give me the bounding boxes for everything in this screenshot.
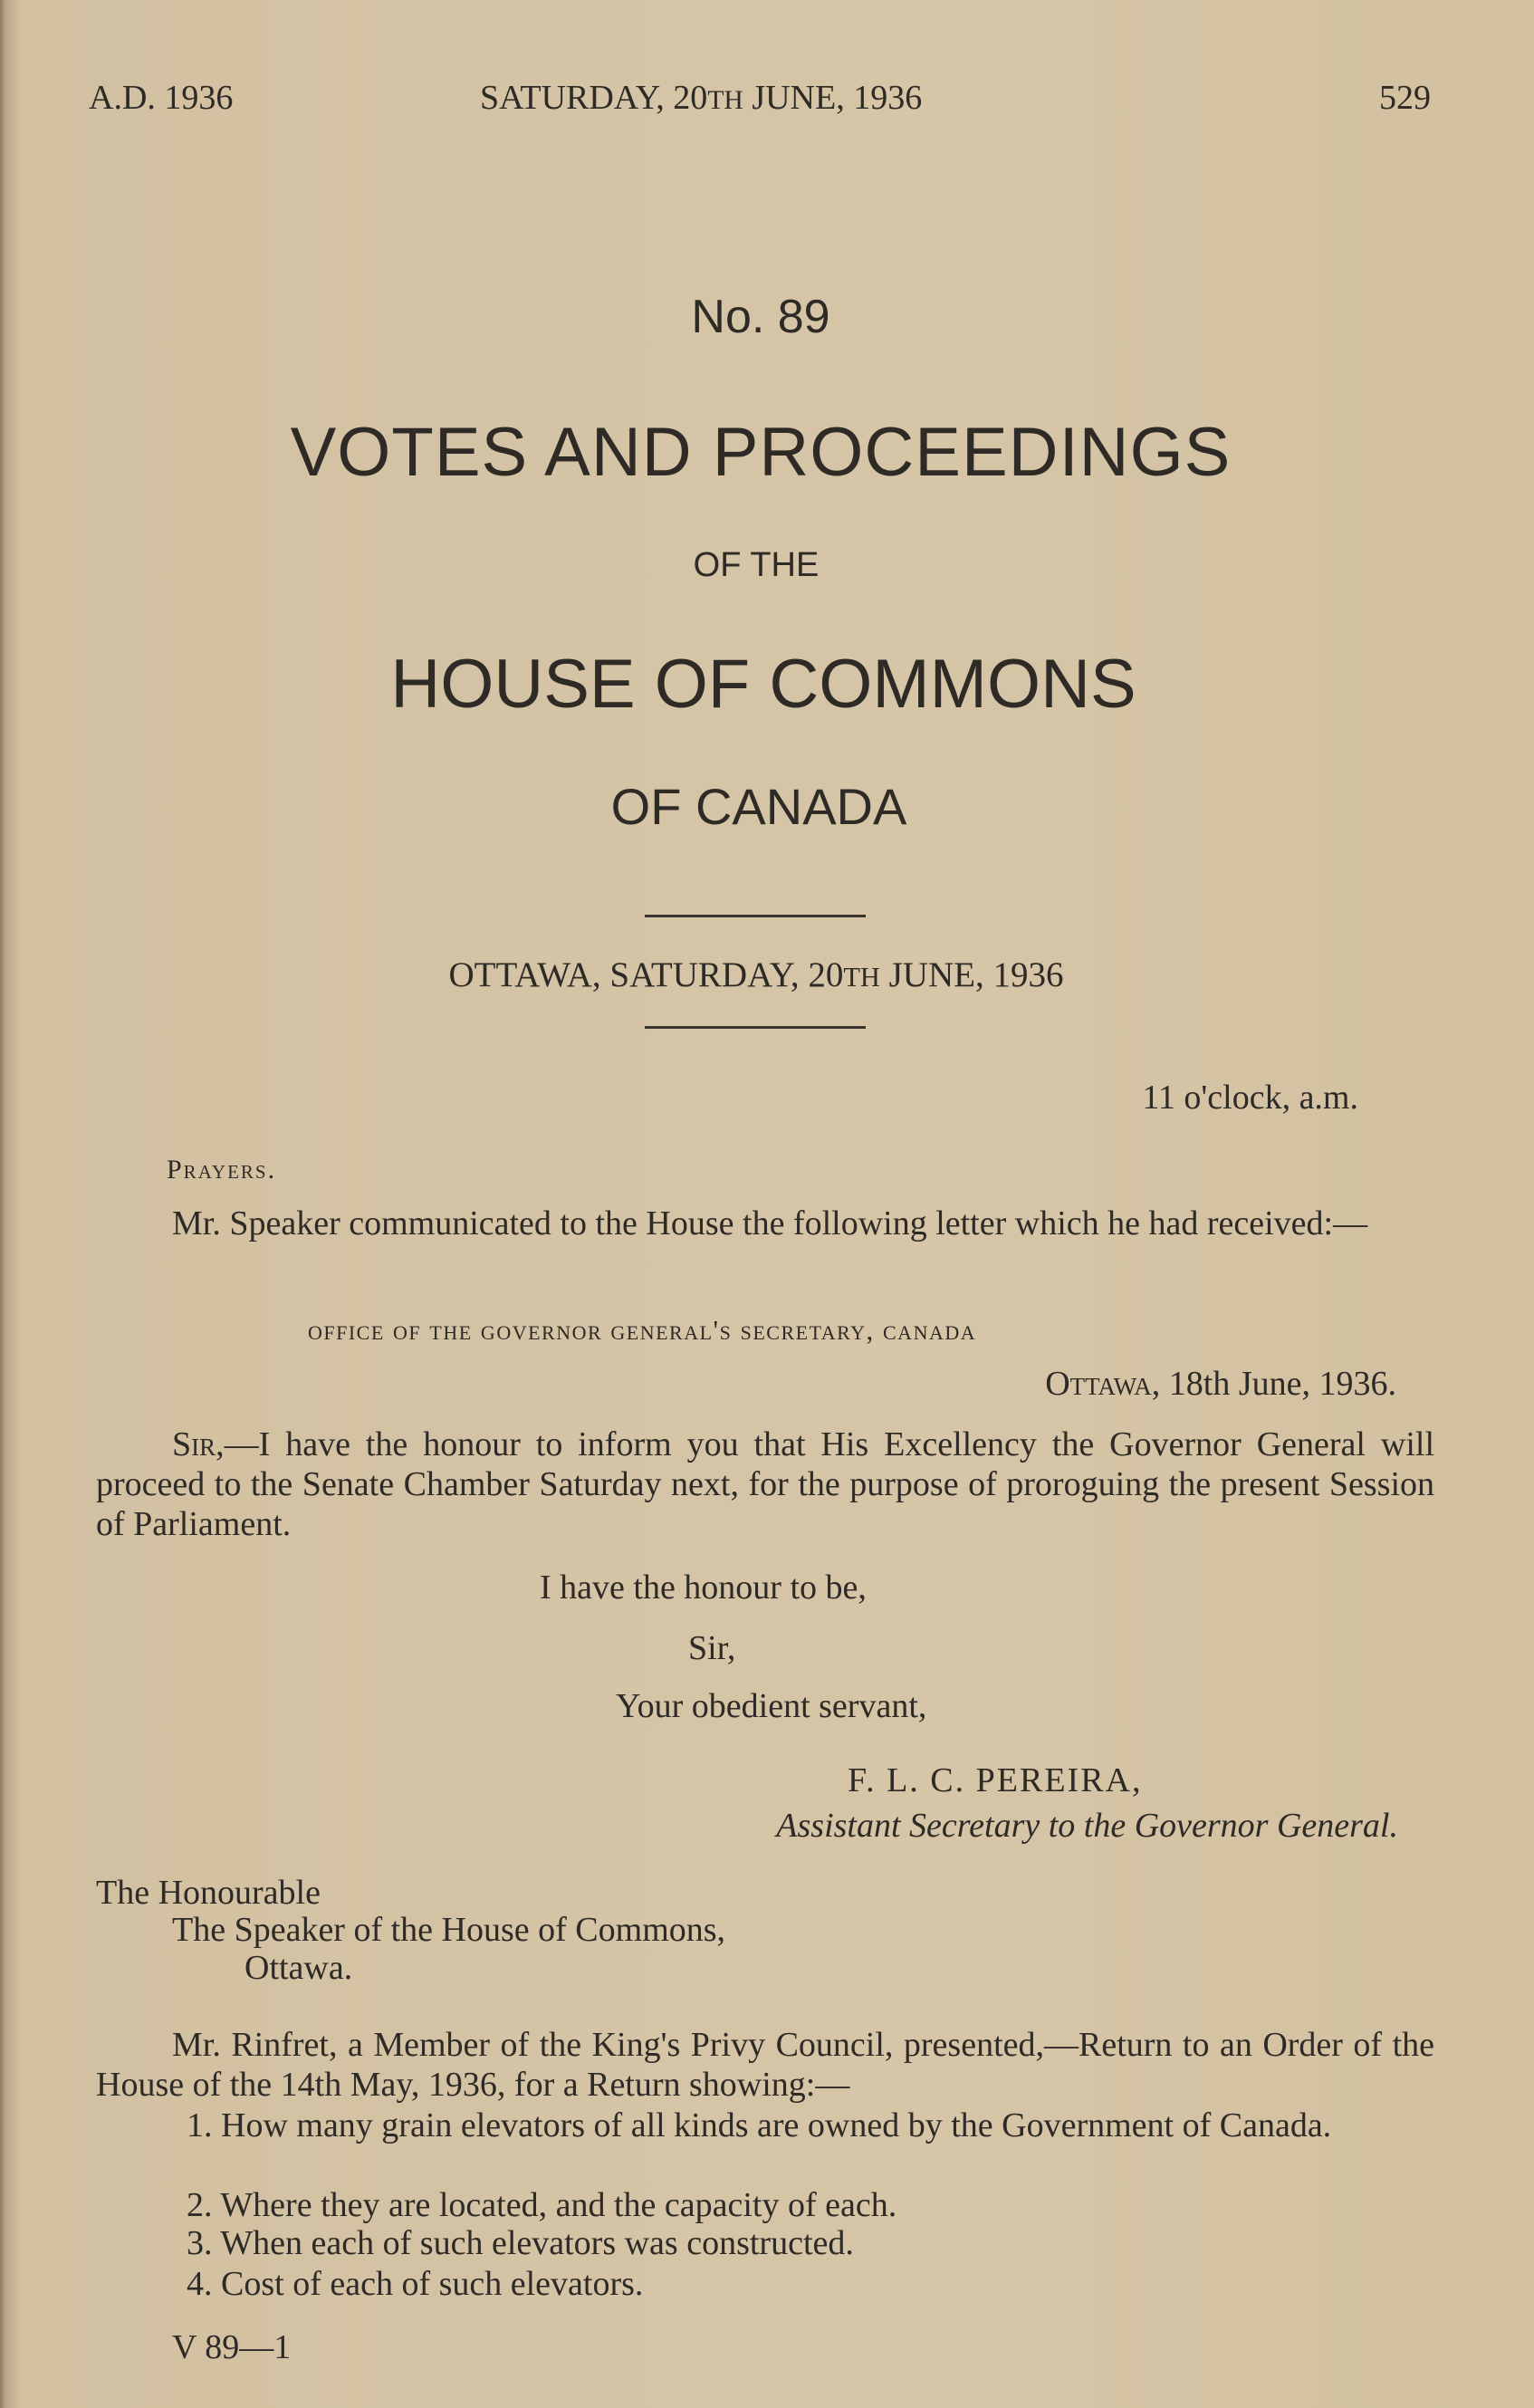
dateline-rest: JUNE, 1936: [879, 955, 1064, 994]
footer-signature-mark: V 89—1: [172, 2328, 292, 2366]
dateline-suffix: TH: [843, 962, 880, 993]
speaker-letter-intro: Mr. Speaker communicated to the House the following letter which he had received:—: [172, 1204, 1368, 1242]
header-year: A.D. 1936: [89, 79, 234, 117]
return-item-4: 4. Cost of each of such elevators.: [187, 2265, 644, 2303]
letter-body-text: —I have the honour to inform you that His Excellency the Governor General will proceed to the Senate Chamber Saturday next, for the purpose of proroguing the present Session of Parliament.: [96, 1425, 1434, 1543]
letter-place-date: [1045, 1364, 1396, 1404]
issue-number: No. 89: [691, 291, 830, 343]
letter-place: Ottawa,: [1045, 1365, 1161, 1403]
letter-signer: F. L. C. PEREIRA,: [848, 1761, 1143, 1799]
return-intro: Mr. Rinfret, a Member of the King's Privy Council, presented,—Return to an Order of the House of the 14th May, 1936, for a Return showing:—: [96, 2026, 1434, 2104]
header-date-day: SATURDAY, 20: [480, 79, 708, 117]
addressee-line-3: Ottawa.: [244, 1949, 353, 1987]
letter-closing-2: Sir,: [688, 1629, 736, 1667]
house-title: HOUSE OF COMMONS: [390, 646, 1136, 723]
letter-signer-title: Assistant Secretary to the Governor General.: [776, 1807, 1398, 1845]
letter-date: 18th June, 1936.: [1160, 1365, 1396, 1403]
letter-office: office of the governor general's secretary, canada: [308, 1314, 977, 1346]
prayers-heading: Prayers.: [167, 1155, 277, 1185]
document-title: VOTES AND PROCEEDINGS: [290, 414, 1232, 491]
letter-body: [96, 1425, 1434, 1544]
title-of-the: OF THE: [693, 546, 820, 584]
title-rule-top: [645, 915, 866, 917]
addressee-line-2: The Speaker of the House of Commons,: [172, 1911, 726, 1949]
header-date-suffix: TH: [707, 86, 743, 115]
header-page-number: 529: [1379, 79, 1431, 117]
header-date: [480, 78, 922, 118]
dateline-prefix: OTTAWA, SATURDAY, 20: [448, 955, 844, 994]
return-item-2: 2. Where they are located, and the capacity of each.: [187, 2186, 897, 2224]
return-item-3: 3. When each of such elevators was constructed.: [187, 2224, 854, 2262]
letter-closing-1: I have the honour to be,: [540, 1569, 867, 1607]
header-date-rest: JUNE, 1936: [743, 79, 923, 117]
dateline: [0, 955, 1512, 995]
title-rule-bottom: [645, 1026, 866, 1029]
return-item-1: 1. How many grain elevators of all kinds are owned by the Government of Canada.: [187, 2106, 1332, 2144]
country-title: OF CANADA: [610, 778, 907, 835]
letter-closing-3: Your obedient servant,: [616, 1687, 927, 1725]
letter-salutation: Sir,: [172, 1425, 225, 1463]
sitting-time: 11 o'clock, a.m.: [1142, 1079, 1358, 1117]
addressee-line-1: The Honourable: [96, 1874, 321, 1912]
